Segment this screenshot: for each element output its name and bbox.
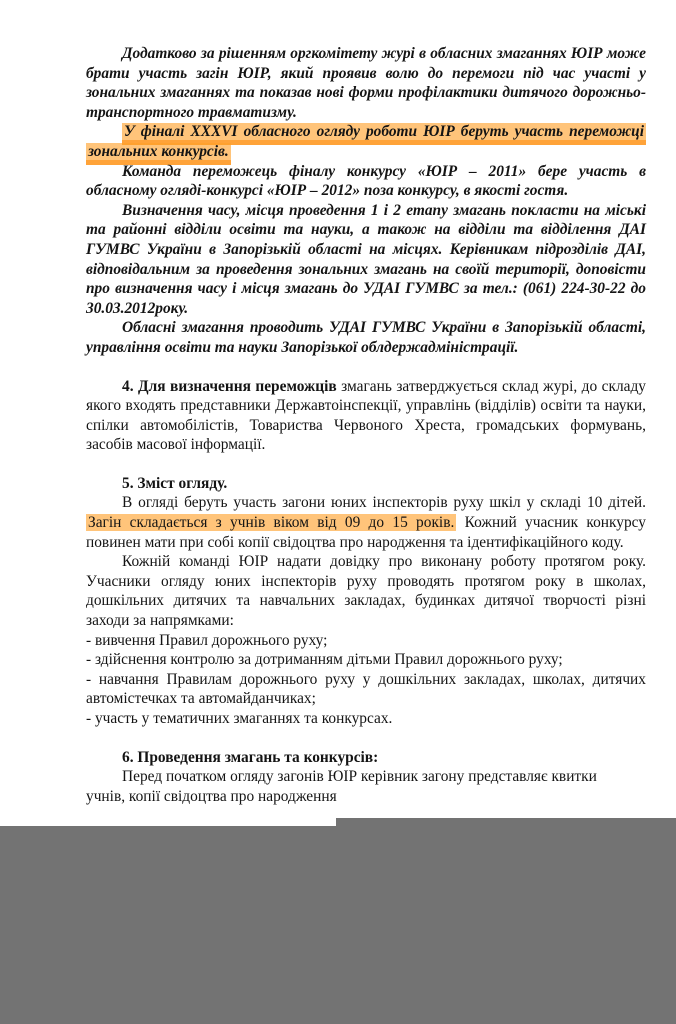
list-item: - участь у тематичних змаганнях та конкурсах.: [86, 710, 393, 727]
spacer: [86, 455, 646, 474]
list-item: - здійснення контролю за дотриманням дітьми Правил дорожнього руху;: [86, 651, 563, 669]
list-item: - навчання Правилам дорожнього руху у дошкільних закладах, школах, дитячих автомістечках та автомайданчиках;: [86, 670, 646, 708]
section-6-paragraph-1: Перед початком огляду загонів ЮІР керівник загону представляє квитки: [122, 768, 597, 786]
highlighted-final-participants: У фіналі XXXVI обласного огляду роботи ЮІР беруть участь переможці зональних конкурсів.: [86, 123, 646, 165]
redaction-block: [0, 826, 676, 1024]
section-5-title: 5. Зміст огляду.: [122, 474, 228, 492]
document-body: [86, 44, 646, 806]
section-4-title: 4. Для визначення переможців: [122, 377, 337, 395]
paragraph-time-and-place: Визначення часу, місця проведення 1 і 2 етапу змагань покласти на міські та районні відділи освіти та науки, а також на відділи та відділення ДАІ ГУМВС України в Запорізькій області на місцях. Керівникам підрозділів ДАІ, відповідальним за проведення зональних змагань на своїй території, доповісти про визначення часу і місця змагань до УДАІ ГУМВС за тел.: (061) 224-30-22 до 30.03.2012року.: [86, 201, 646, 317]
section-4-paragraph: [86, 377, 646, 455]
section-4-text: змагань затверджується склад журі, до складу якого входять представники Державтоінспекції, управлінь (відділів) освіти та науки, спілки автомобілістів, Товариства Червоного Хреста, громадських формувань, засобів масової інформації.: [86, 377, 646, 454]
spacer: [86, 729, 646, 748]
highlighted-age-range: Загін складається з учнів віком від 09 до 15 років.: [88, 514, 455, 532]
section-5-text-start: В огляді беруть участь загони юних інспекторів руху шкіл у складі 10 дітей.: [122, 494, 646, 512]
paragraph-winner-team-guest: Команда переможець фіналу конкурсу «ЮІР – 2011» бере участь в обласному огляді-конкурсі «ЮІР – 2012» поза конкурсу, в якості гостя.: [86, 162, 646, 200]
section-5-paragraph-1: [86, 493, 646, 552]
section-6-title: 6. Проведення змагань та конкурсів:: [122, 748, 379, 766]
paragraph-final-participants: [86, 122, 646, 161]
section-5-text-end: Кожний учасник конкурсу повинен мати при собі копії свідоцтва про народження та ідентифікаційного коду.: [86, 514, 646, 551]
spacer: [86, 358, 646, 377]
paragraph-organizers: Обласні змагання проводить УДАІ ГУМВС України в Запорізькій області, управління освіти та науки Запорізької облдержадміністрації.: [86, 319, 646, 356]
list-item: - вивчення Правил дорожнього руху;: [86, 631, 328, 649]
section-6-cut-line: учнів, копії свідоцтва про народження: [86, 787, 337, 805]
paragraph-additional-participation: Додатково за рішенням оргкомітету журі в обласних змаганнях ЮІР може брати участь загін ЮІР, який проявив волю до перемоги під час участі у зональних змаганнях та показав нові форми профілактики дитячого дорожньо-транспортного травматизму.: [86, 45, 646, 121]
section-5-paragraph-2: Кожній команді ЮІР надати довідку про виконану роботу протягом року. Учасники огляду юних інспекторів руху проводять протягом року в школах, дошкільних дитячих та навчальних закладах, будинках дитячої творчості різні заходи за напрямками:: [86, 553, 646, 630]
